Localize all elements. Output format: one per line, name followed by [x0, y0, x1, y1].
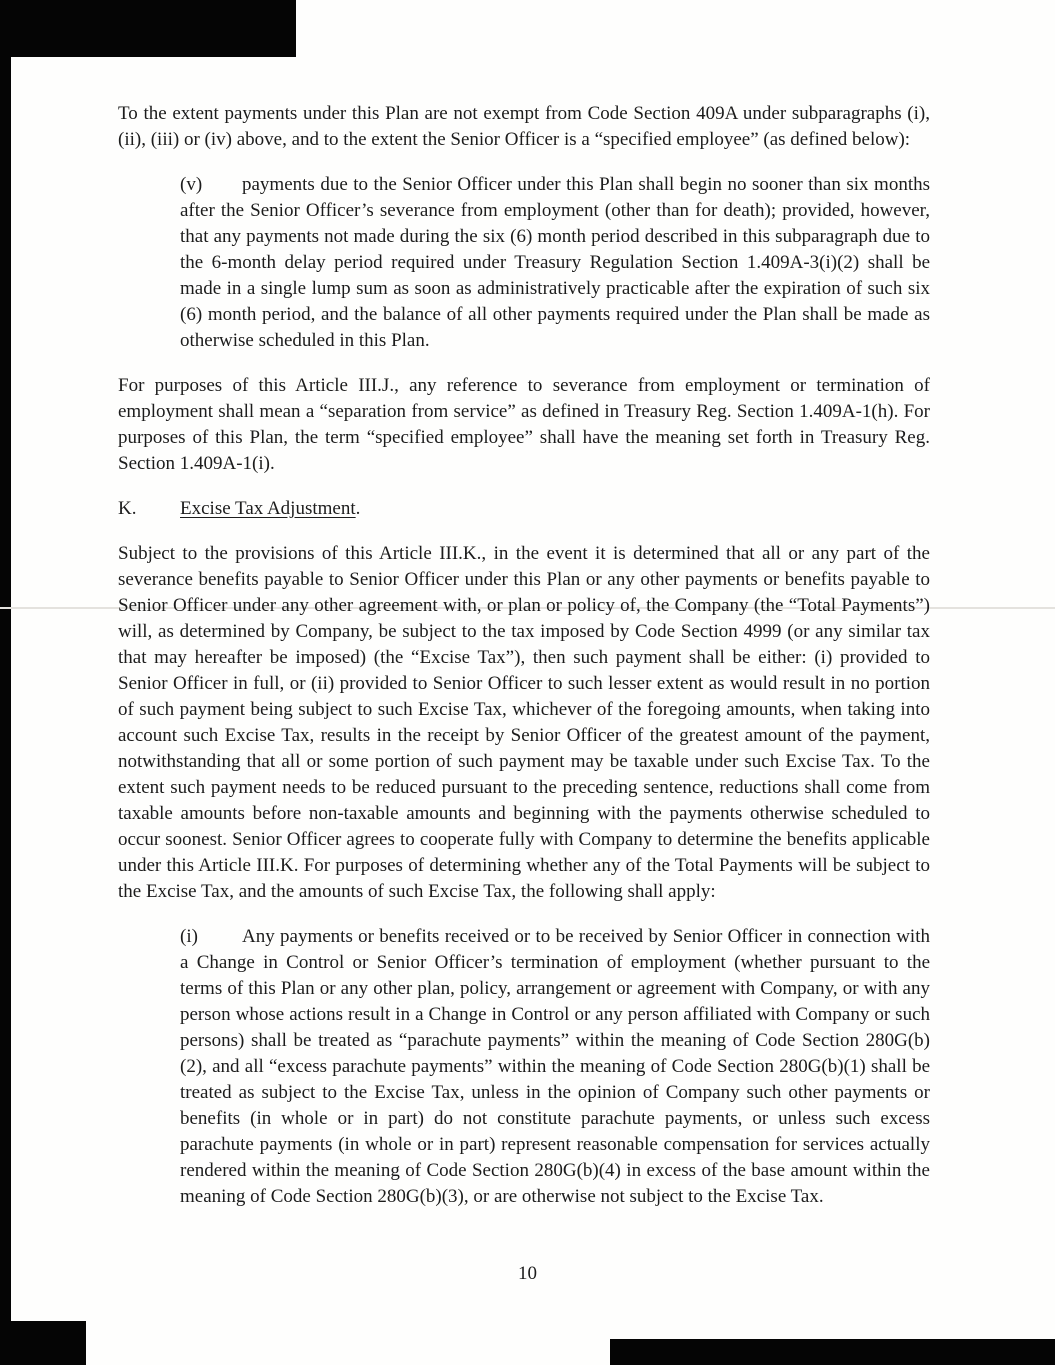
subparagraph-i [180, 924, 930, 1210]
scan-artifact-bottom-left [0, 1321, 86, 1365]
section-heading-k-label: K. [118, 498, 137, 519]
scan-artifact-top-left [0, 0, 296, 57]
section-heading-k-suffix: . [355, 498, 361, 519]
section-heading-k-title: Excise Tax Adjustment [180, 498, 356, 519]
scan-artifact-bottom-right [610, 1339, 1055, 1365]
subparagraph-v-label: (v) [180, 174, 203, 195]
scan-artifact-left-edge [0, 0, 11, 1365]
paragraph-subject: Subject to the provisions of this Article III.K., in the event it is determined that all or any part of the severance benefits payable to Senior Officer under this Plan or any other payments or benefits payable to Senior Officer under any other agreement with, or plan or policy of, the Company (the “Total Payments”) will, as determined by Company, be subject to the tax imposed by Code Section 4999 (or any similar tax that may hereafter be imposed) (the “Excise Tax”), then such payment shall be either: (i) provided to Senior Officer in full, or (ii) provided to Senior Officer to such lesser extent as would result in no portion of such payment being subject to such Excise Tax, whichever of the foregoing amounts, when taking into account such Excise Tax, results in the receipt by Senior Officer of the greatest amount of the payment, notwithstanding that all or some portion of such payment may be taxable under such Excise Tax. To the extent such payment needs to be reduced pursuant to the preceding sentence, reductions shall come from taxable amounts before non-taxable amounts and beginning with the payments otherwise scheduled to occur soonest. Senior Officer agrees to cooperate fully with Company to determine the benefits applicable under this Article III.K. For purposes of determining whether any of the Total Payments will be subject to the Excise Tax, and the amounts of such Excise Tax, the following shall apply: [118, 543, 930, 902]
paragraph-purposes: For purposes of this Article III.J., any reference to severance from employment or termination of employment shall mean a “separation from service” as defined in Treasury Reg. Section 1.409A-1(h). For purposes of this Plan, the term “specified employee” shall have the meaning set forth in Treasury Reg. Section 1.409A-1(i). [118, 375, 930, 474]
document-body [118, 101, 930, 1229]
subparagraph-v [180, 172, 930, 354]
subparagraph-v-text: payments due to the Senior Officer under this Plan shall begin no sooner than six months after the Senior Officer’s severance from employment (other than for death); provided, however, that any payments not made during the six (6) month period described in this subparagraph due to the 6-month delay period required under Treasury Regulation Section 1.409A-3(i)(2) shall be made in a single lump sum as soon as administratively practicable after the expiration of such six (6) month period, and the balance of all other payments required under the Plan shall be made as otherwise scheduled in this Plan. [180, 174, 930, 351]
paragraph-intro: To the extent payments under this Plan are not exempt from Code Section 409A under subparagraphs (i), (ii), (iii) or (iv) above, and to the extent the Senior Officer is a “specified employee” (as defined below): [118, 103, 930, 150]
section-heading-k [118, 496, 930, 522]
subparagraph-i-label: (i) [180, 926, 198, 947]
subparagraph-i-text: Any payments or benefits received or to be received by Senior Officer in connection with a Change in Control or Senior Officer’s termination of employment (whether pursuant to the terms of this Plan or any other plan, policy, arrangement or agreement with Company, or with any person whose actions result in a Change in Control or any person affiliated with Company or such persons) shall be treated as “parachute payments” within the meaning of Code Section 280G(b)(2), and all “excess parachute payments” within the meaning of Code Section 280G(b)(1) shall be treated as subject to the Excise Tax, unless in the opinion of Company such other payments or benefits (in whole or in part) do not constitute parachute payments, or unless such excess parachute payments (in whole or in part) represent reasonable compensation for services actually rendered within the meaning of Code Section 280G(b)(4) in excess of the base amount within the meaning of Code Section 280G(b)(3), or are otherwise not subject to the Excise Tax. [180, 926, 930, 1207]
page-number: 10 [518, 1263, 537, 1284]
